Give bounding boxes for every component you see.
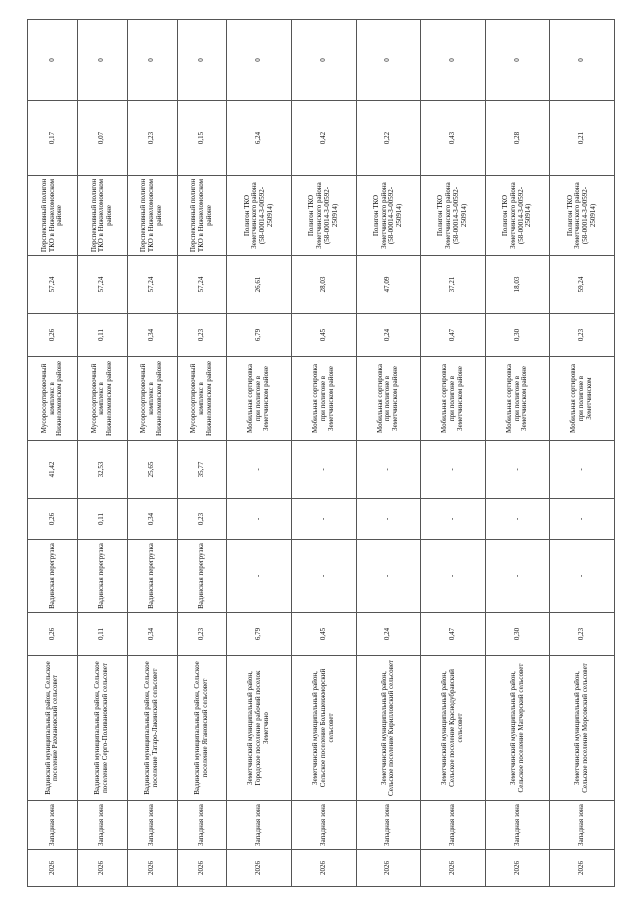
mass-other-cell: 0 bbox=[291, 20, 356, 101]
sorting-facility-cell: Мобильная сортировка при полигоне в Земетчинском районе bbox=[356, 357, 421, 441]
distance-transfer-cell: 25,65 bbox=[127, 441, 177, 499]
mass-transfer-cell: - bbox=[291, 499, 356, 540]
year-cell: 2026 bbox=[77, 850, 127, 887]
distance-transfer-cell: 35,77 bbox=[177, 441, 227, 499]
distance-transfer-cell: - bbox=[227, 441, 292, 499]
table-body bbox=[28, 20, 615, 887]
mass-other-cell: 0 bbox=[127, 20, 177, 101]
landfill-cell: Полигон ТКО Земетчинского района (58-00014-З-00592-250914) bbox=[227, 176, 292, 256]
mass-generated-cell: 0,45 bbox=[291, 613, 356, 656]
year-cell: 2026 bbox=[127, 850, 177, 887]
mass-landfill-cell: 0,42 bbox=[291, 101, 356, 176]
municipality-cell: Земетчинский муниципальный район, Городское поселение рабочий поселок Земетчино bbox=[227, 656, 292, 801]
mass-sorting-cell: 6,79 bbox=[227, 314, 292, 357]
mass-transfer-cell: 0,34 bbox=[127, 499, 177, 540]
distance-transfer-cell: - bbox=[421, 441, 486, 499]
zone-cell: Западная зона bbox=[127, 801, 177, 850]
table-row bbox=[227, 20, 292, 887]
table-row bbox=[177, 20, 227, 887]
landfill-cell: Перспективный полигон ТКО в Нижнеломовском районе bbox=[28, 176, 78, 256]
sorting-facility-cell: Мусоросортировочный комплекс в Нижнеломовском районе bbox=[28, 357, 78, 441]
mass-landfill-cell: 0,21 bbox=[550, 101, 615, 176]
landfill-cell: Полигон ТКО Земетчинского района (58-00014-З-00592-250914) bbox=[550, 176, 615, 256]
transfer-station-cell: Вадинская перегрузка bbox=[177, 540, 227, 613]
mass-generated-cell: 0,34 bbox=[127, 613, 177, 656]
year-cell: 2026 bbox=[177, 850, 227, 887]
mass-other-cell: 0 bbox=[550, 20, 615, 101]
mass-generated-cell: 0,24 bbox=[356, 613, 421, 656]
municipality-cell: Вадинский муниципальный район, Сельское поселение Татаро-Лакинский сельсовет bbox=[127, 656, 177, 801]
zone-cell: Западная зона bbox=[485, 801, 550, 850]
sorting-facility-cell: Мусоросортировочный комплекс в Нижнеломовском районе bbox=[177, 357, 227, 441]
landfill-cell: Полигон ТКО Земетчинского района (58-00014-З-00592-250914) bbox=[356, 176, 421, 256]
zone-cell: Западная зона bbox=[227, 801, 292, 850]
mass-transfer-cell: - bbox=[550, 499, 615, 540]
distance-landfill-cell: 57,24 bbox=[177, 256, 227, 314]
mass-landfill-cell: 0,07 bbox=[77, 101, 127, 176]
mass-generated-cell: 0,11 bbox=[77, 613, 127, 656]
year-cell: 2026 bbox=[28, 850, 78, 887]
year-cell: 2026 bbox=[356, 850, 421, 887]
distance-landfill-cell: 57,24 bbox=[77, 256, 127, 314]
municipality-cell: Земетчинский муниципальный район, Сельское поселение Краснодубравский сельсовет bbox=[421, 656, 486, 801]
sorting-facility-cell: Мобильная сортировка при полигоне в Земетчинском bbox=[550, 357, 615, 441]
municipality-cell: Вадинский муниципальный район, Сельское поселение Ягановский сельсовет bbox=[177, 656, 227, 801]
distance-transfer-cell: 41,42 bbox=[28, 441, 78, 499]
distance-landfill-cell: 28,03 bbox=[291, 256, 356, 314]
municipality-cell: Земетчинский муниципальный район, Сельское поселение Кирилловский сельсовет bbox=[356, 656, 421, 801]
table-row bbox=[550, 20, 615, 887]
zone-cell: Западная зона bbox=[291, 801, 356, 850]
municipality-cell: Вадинский муниципальный район, Сельское поселение Рахмановский сельсовет bbox=[28, 656, 78, 801]
landfill-cell: Перспективный полигон ТКО в Нижнеломовском районе bbox=[177, 176, 227, 256]
sorting-facility-cell: Мобильная сортировка при полигоне в Земетчинском районе bbox=[485, 357, 550, 441]
transfer-station-cell: - bbox=[485, 540, 550, 613]
table-row bbox=[356, 20, 421, 887]
mass-generated-cell: 0,26 bbox=[28, 613, 78, 656]
sorting-facility-cell: Мобильная сортировка при полигоне в Земетчинском районе bbox=[227, 357, 292, 441]
zone-cell: Западная зона bbox=[177, 801, 227, 850]
table-row bbox=[127, 20, 177, 887]
mass-sorting-cell: 0,11 bbox=[77, 314, 127, 357]
zone-cell: Западная зона bbox=[77, 801, 127, 850]
mass-transfer-cell: - bbox=[227, 499, 292, 540]
mass-transfer-cell: - bbox=[485, 499, 550, 540]
mass-other-cell: 0 bbox=[485, 20, 550, 101]
mass-other-cell: 0 bbox=[77, 20, 127, 101]
mass-generated-cell: 0,30 bbox=[485, 613, 550, 656]
distance-transfer-cell: 32,53 bbox=[77, 441, 127, 499]
mass-landfill-cell: 6,24 bbox=[227, 101, 292, 176]
mass-landfill-cell: 0,22 bbox=[356, 101, 421, 176]
distance-transfer-cell: - bbox=[550, 441, 615, 499]
sorting-facility-cell: Мобильная сортировка при полигоне в Земетчинском районе bbox=[421, 357, 486, 441]
mass-generated-cell: 0,23 bbox=[177, 613, 227, 656]
table-row bbox=[485, 20, 550, 887]
year-cell: 2026 bbox=[421, 850, 486, 887]
sorting-facility-cell: Мобильная сортировка при полигоне в Земетчинском районе bbox=[291, 357, 356, 441]
distance-transfer-cell: - bbox=[291, 441, 356, 499]
landfill-cell: Перспективный полигон ТКО в Нижнеломовском районе bbox=[127, 176, 177, 256]
landfill-cell: Полигон ТКО Земетчинского района (58-00014-З-00592-250914) bbox=[485, 176, 550, 256]
mass-sorting-cell: 0,23 bbox=[550, 314, 615, 357]
distance-transfer-cell: - bbox=[356, 441, 421, 499]
table-row bbox=[28, 20, 78, 887]
mass-other-cell: 0 bbox=[28, 20, 78, 101]
transfer-station-cell: - bbox=[356, 540, 421, 613]
municipality-cell: Земетчинский муниципальный район, Сельское поселение Морсовский сельсовет bbox=[550, 656, 615, 801]
zone-cell: Западная зона bbox=[550, 801, 615, 850]
distance-landfill-cell: 59,24 bbox=[550, 256, 615, 314]
municipality-cell: Земетчинский муниципальный район, Сельское поселение Большеижморский сельсовет bbox=[291, 656, 356, 801]
mass-transfer-cell: 0,26 bbox=[28, 499, 78, 540]
transfer-station-cell: Вадинская перегрузка bbox=[77, 540, 127, 613]
mass-landfill-cell: 0,23 bbox=[127, 101, 177, 176]
transfer-station-cell: - bbox=[291, 540, 356, 613]
transfer-station-cell: - bbox=[421, 540, 486, 613]
mass-other-cell: 0 bbox=[177, 20, 227, 101]
mass-landfill-cell: 0,17 bbox=[28, 101, 78, 176]
distance-landfill-cell: 18,03 bbox=[485, 256, 550, 314]
sorting-facility-cell: Мусоросортировочный комплекс в Нижнеломовском районе bbox=[127, 357, 177, 441]
transfer-station-cell: Вадинская перегрузка bbox=[28, 540, 78, 613]
zone-cell: Западная зона bbox=[356, 801, 421, 850]
zone-cell: Западная зона bbox=[421, 801, 486, 850]
mass-sorting-cell: 0,30 bbox=[485, 314, 550, 357]
mass-landfill-cell: 0,28 bbox=[485, 101, 550, 176]
year-cell: 2026 bbox=[485, 850, 550, 887]
year-cell: 2026 bbox=[291, 850, 356, 887]
mass-generated-cell: 0,47 bbox=[421, 613, 486, 656]
zone-cell: Западная зона bbox=[28, 801, 78, 850]
mass-transfer-cell: 0,11 bbox=[77, 499, 127, 540]
mass-sorting-cell: 0,23 bbox=[177, 314, 227, 357]
mass-other-cell: 0 bbox=[227, 20, 292, 101]
distance-landfill-cell: 26,61 bbox=[227, 256, 292, 314]
mass-landfill-cell: 0,15 bbox=[177, 101, 227, 176]
table-row bbox=[77, 20, 127, 887]
mass-transfer-cell: - bbox=[356, 499, 421, 540]
mass-landfill-cell: 0,43 bbox=[421, 101, 486, 176]
mass-other-cell: 0 bbox=[356, 20, 421, 101]
mass-generated-cell: 0,23 bbox=[550, 613, 615, 656]
mass-transfer-cell: - bbox=[421, 499, 486, 540]
table-row bbox=[291, 20, 356, 887]
transfer-station-cell: Вадинская перегрузка bbox=[127, 540, 177, 613]
year-cell: 2026 bbox=[550, 850, 615, 887]
mass-sorting-cell: 0,45 bbox=[291, 314, 356, 357]
table-row bbox=[421, 20, 486, 887]
distance-transfer-cell: - bbox=[485, 441, 550, 499]
mass-sorting-cell: 0,26 bbox=[28, 314, 78, 357]
distance-landfill-cell: 57,24 bbox=[28, 256, 78, 314]
distance-landfill-cell: 47,09 bbox=[356, 256, 421, 314]
landfill-cell: Полигон ТКО Земетчинского района (58-00014-З-00592-250914) bbox=[421, 176, 486, 256]
distance-landfill-cell: 37,21 bbox=[421, 256, 486, 314]
mass-generated-cell: 6,79 bbox=[227, 613, 292, 656]
landfill-cell: Перспективный полигон ТКО в Нижнеломовском районе bbox=[77, 176, 127, 256]
mass-sorting-cell: 0,34 bbox=[127, 314, 177, 357]
mass-sorting-cell: 0,24 bbox=[356, 314, 421, 357]
landfill-cell: Полигон ТКО Земетчинского района (58-00014-З-00592-250914) bbox=[291, 176, 356, 256]
municipality-cell: Земетчинский муниципальный район, Сельское поселение Матчерский сельсовет bbox=[485, 656, 550, 801]
transfer-station-cell: - bbox=[550, 540, 615, 613]
mass-sorting-cell: 0,47 bbox=[421, 314, 486, 357]
mass-transfer-cell: 0,23 bbox=[177, 499, 227, 540]
distance-landfill-cell: 57,24 bbox=[127, 256, 177, 314]
waste-flow-table bbox=[27, 19, 615, 887]
sorting-facility-cell: Мусоросортировочный комплекс в Нижнеломовском районе bbox=[77, 357, 127, 441]
municipality-cell: Вадинский муниципальный район, Сельское поселение Серго-Поливановский сельсовет bbox=[77, 656, 127, 801]
transfer-station-cell: - bbox=[227, 540, 292, 613]
year-cell: 2026 bbox=[227, 850, 292, 887]
mass-other-cell: 0 bbox=[421, 20, 486, 101]
